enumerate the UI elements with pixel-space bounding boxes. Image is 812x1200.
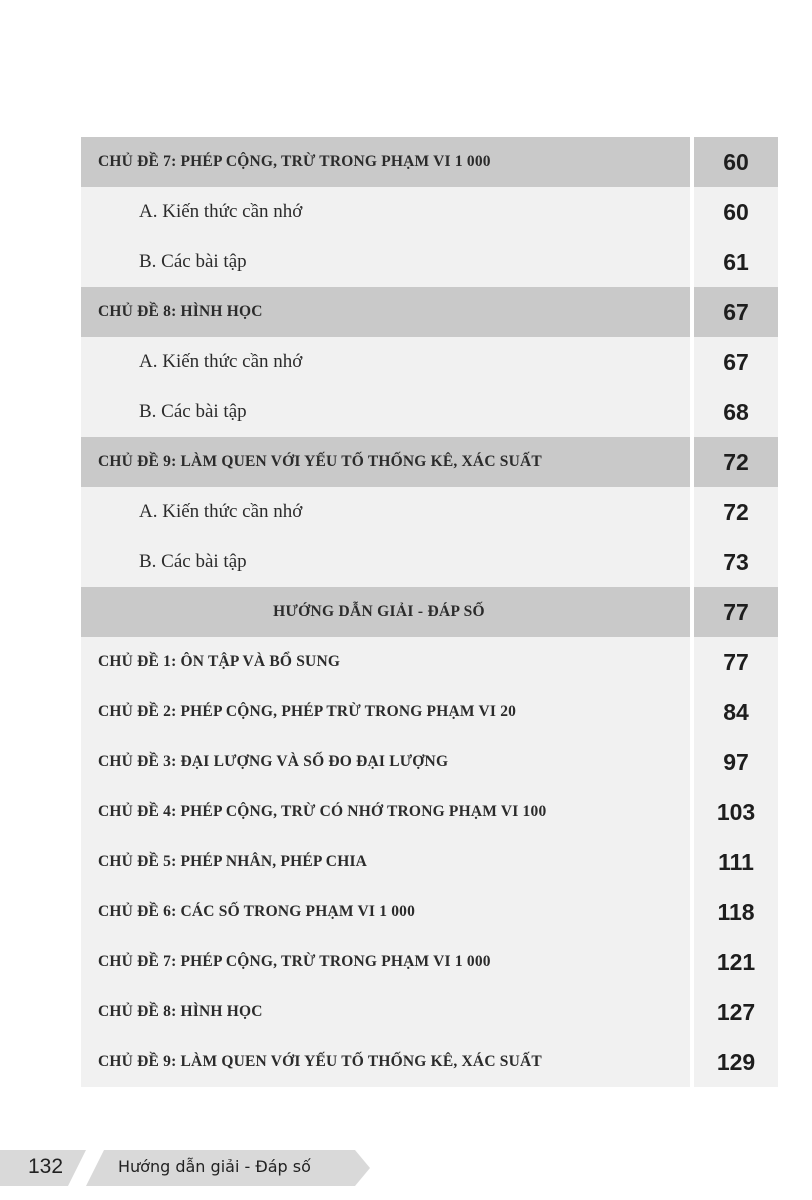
toc-entry-title: CHỦ ĐỀ 8: HÌNH HỌC [81,987,690,1037]
toc-entry-page: 68 [694,387,778,437]
toc-row[interactable] [81,487,778,537]
toc-row[interactable] [81,637,778,687]
page-footer [0,1150,370,1186]
toc-entry-page: 118 [694,887,778,937]
toc-entry-title: CHỦ ĐỀ 4: PHÉP CỘNG, TRỪ CÓ NHỚ TRONG PHẠM VI 100 [81,787,690,837]
toc-entry-title: CHỦ ĐỀ 7: PHÉP CỘNG, TRỪ TRONG PHẠM VI 1 000 [81,937,690,987]
toc-row[interactable] [81,987,778,1037]
toc-entry-title: CHỦ ĐỀ 3: ĐẠI LƯỢNG VÀ SỐ ĐO ĐẠI LƯỢNG [81,737,690,787]
toc-entry-title: CHỦ ĐỀ 9: LÀM QUEN VỚI YẾU TỐ THỐNG KÊ, XÁC SUẤT [81,437,690,487]
toc-entry-page: 103 [694,787,778,837]
footer-page-number: 132 [28,1155,64,1178]
toc-row[interactable] [81,537,778,587]
toc-entry-page: 129 [694,1037,778,1087]
toc-entry-title: CHỦ ĐỀ 7: PHÉP CỘNG, TRỪ TRONG PHẠM VI 1 000 [81,137,690,187]
toc-row[interactable] [81,437,778,487]
toc-row[interactable] [81,937,778,987]
toc-row[interactable] [81,337,778,387]
toc-row[interactable] [81,687,778,737]
toc-entry-title: A. Kiến thức cần nhớ [81,187,690,237]
toc-entry-page: 111 [694,837,778,887]
toc-entry-page: 77 [694,637,778,687]
toc-entry-title: CHỦ ĐỀ 5: PHÉP NHÂN, PHÉP CHIA [81,837,690,887]
toc-row[interactable] [81,387,778,437]
toc-row[interactable] [81,787,778,837]
footer-section-title: Hướng dẫn giải - Đáp số [118,1157,311,1176]
toc-entry-title: HƯỚNG DẪN GIẢI - ĐÁP SỐ [81,587,690,637]
toc-entry-title: A. Kiến thức cần nhớ [81,337,690,387]
toc-entry-title: B. Các bài tập [81,387,690,437]
toc-row[interactable] [81,237,778,287]
toc-entry-page: 77 [694,587,778,637]
toc-row[interactable] [81,887,778,937]
toc-entry-page: 121 [694,937,778,987]
toc-entry-page: 61 [694,237,778,287]
toc-row[interactable] [81,187,778,237]
toc-entry-page: 97 [694,737,778,787]
toc-entry-page: 84 [694,687,778,737]
toc-entry-title: CHỦ ĐỀ 9: LÀM QUEN VỚI YẾU TỐ THỐNG KÊ, XÁC SUẤT [81,1037,690,1087]
toc-row[interactable] [81,837,778,887]
toc-entry-page: 72 [694,487,778,537]
toc-entry-page: 72 [694,437,778,487]
toc-entry-page: 73 [694,537,778,587]
toc-row[interactable] [81,1037,778,1087]
toc-entry-title: CHỦ ĐỀ 6: CÁC SỐ TRONG PHẠM VI 1 000 [81,887,690,937]
table-of-contents [81,137,778,1087]
toc-row[interactable] [81,737,778,787]
toc-row[interactable] [81,137,778,187]
toc-entry-title: A. Kiến thức cần nhớ [81,487,690,537]
toc-entry-page: 67 [694,287,778,337]
toc-row[interactable] [81,587,778,637]
toc-entry-page: 60 [694,187,778,237]
toc-entry-page: 60 [694,137,778,187]
toc-entry-page: 67 [694,337,778,387]
toc-entry-title: B. Các bài tập [81,237,690,287]
toc-entry-page: 127 [694,987,778,1037]
toc-entry-title: CHỦ ĐỀ 1: ÔN TẬP VÀ BỔ SUNG [81,637,690,687]
toc-entry-title: CHỦ ĐỀ 2: PHÉP CỘNG, PHÉP TRỪ TRONG PHẠM VI 20 [81,687,690,737]
toc-row[interactable] [81,287,778,337]
toc-entry-title: B. Các bài tập [81,537,690,587]
toc-entry-title: CHỦ ĐỀ 8: HÌNH HỌC [81,287,690,337]
